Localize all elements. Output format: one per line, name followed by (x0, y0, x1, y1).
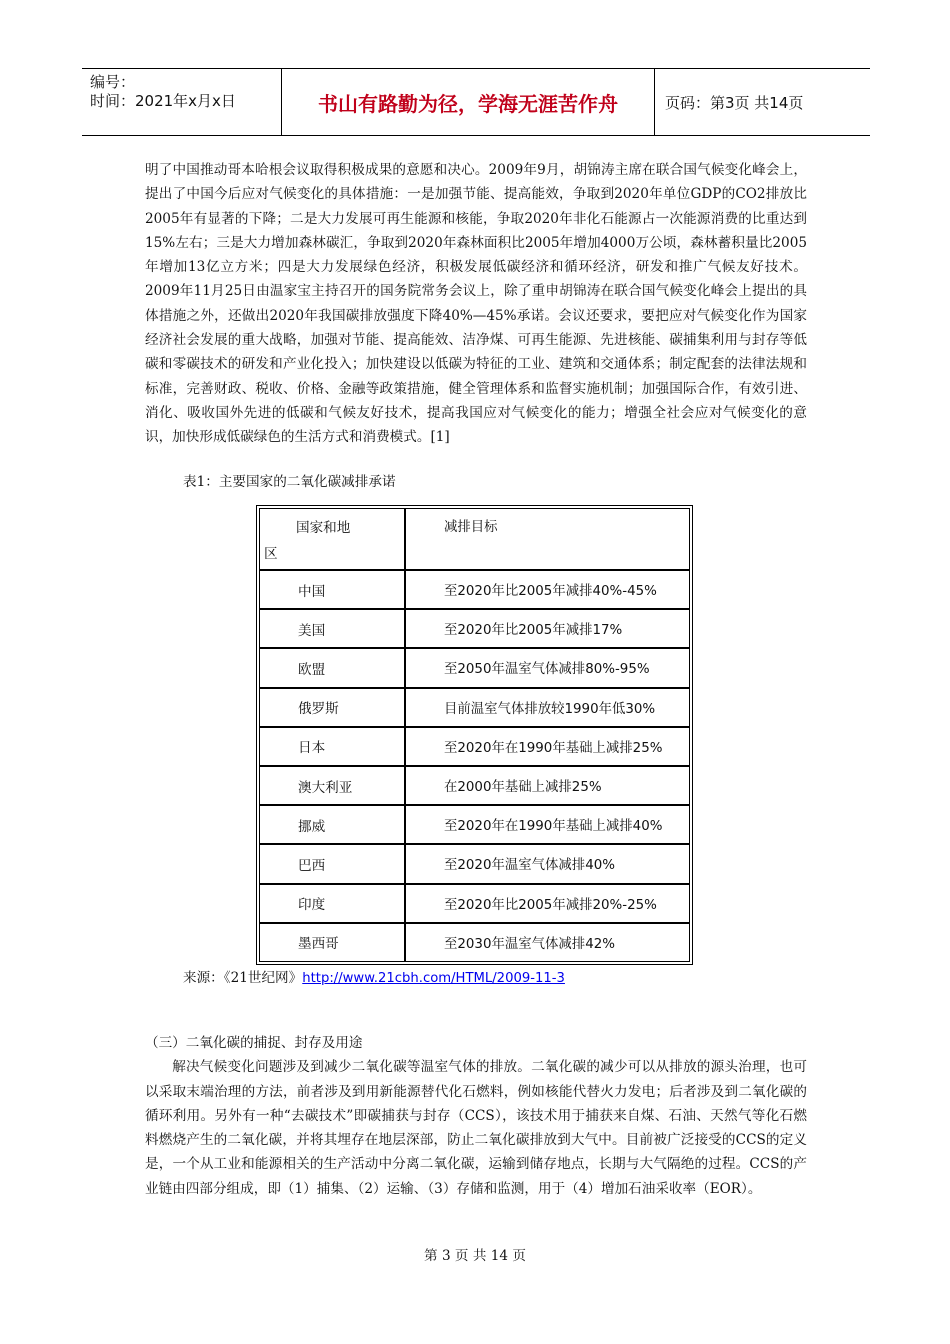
section-title: （三）二氧化碳的捕捉、封存及用途 (145, 1035, 363, 1051)
target-cell: 至2020年在1990年基础上减排25% (405, 727, 690, 766)
target-cell: 至2050年温室气体减排80%-95% (405, 648, 690, 687)
table-row (259, 844, 690, 883)
country-cell: 挪威 (259, 805, 405, 844)
table-header-row (259, 508, 690, 570)
country-cell: 日本 (259, 727, 405, 766)
source-prefix: 来源：《21世纪网》 (183, 970, 303, 986)
body-paragraph: 明了中国推动哥本哈根会议取得积极成果的意愿和决心。2009年9月，胡锦涛主席在联合国气候变化峰会上，提出了中国今后应对气候变化的具体措施：一是加强节能、提高能效，争取到2020年单位GDP的CO2排放比2005年有显著的下降；二是大力发展可再生能源和核能，争取2020年非化石能源占一次能源消费的比重达到15%左右；三是大力增加森林碳汇，争取到2020年森林面积比2005年增加4000万公顷，森林蓄积量比2005年增加13亿立方米；四是大力发展绿色经济，积极发展低碳经济和循环经济，研发和推广气候友好技术。2009年11月25日由温家宝主持召开的国务院常务会议上，除了重申胡锦涛在联合国气候变化峰会上提出的具体措施之外，还做出2020年我国碳排放强度下降40%—45%承诺。会议还要求，要把应对气候变化作为国家经济社会发展的重大战略，加强对节能、提高能效、洁净煤、可再生能源、先进核能、碳捕集利用与封存等低碳和零碳技术的研发和产业化投入；加快建设以低碳为特征的工业、建筑和交通体系；制定配套的法律法规和标准，完善财政、税收、价格、金融等政策措施，健全管理体系和监督实施机制；加强国际合作，有效引进、消化、吸收国外先进的低碳和气候友好技术，提高我国应对气候变化的能力；增强全社会应对气候变化的意识，加快形成低碳绿色的生活方式和消费模式。[1] (145, 162, 807, 446)
header-country-line1: 国家和地 (296, 520, 351, 536)
country-cell: 印度 (259, 884, 405, 923)
header-target-text: 减排目标 (444, 520, 498, 535)
page-footer: 第 3 页 共 14 页 (424, 1248, 526, 1264)
country-cell: 澳大利亚 (259, 766, 405, 805)
country-cell: 欧盟 (259, 648, 405, 687)
target-cell: 在2000年基础上减排25% (405, 766, 690, 805)
page-header (82, 68, 870, 136)
table-row (259, 805, 690, 844)
country-cell: 中国 (259, 570, 405, 609)
table-source (183, 967, 565, 990)
target-cell: 至2020年在1990年基础上减排40% (405, 805, 690, 844)
emission-table (256, 505, 693, 965)
target-cell: 至2020年温室气体减排40% (405, 844, 690, 883)
table-row (259, 570, 690, 609)
target-cell: 至2020年比2005年减排17% (405, 609, 690, 648)
section-paragraph: 解决气候变化问题涉及到减少二氧化碳等温室气体的排放。二氧化碳的减少可以从排放的源头治理，也可以采取末端治理的方法，前者涉及到用新能源替代化石燃料，例如核能代替火力发电；后者涉及到二氧化碳的循环利用。另外有一种“去碳技术”即碳捕获与封存（CCS），该技术用于捕获来自煤、石油、天然气等化石燃料燃烧产生的二氧化碳，并将其埋存在地层深部，防止二氧化碳排放到大气中。目前被广泛接受的CCS的定义是，一个从工业和能源相关的生产活动中分离二氧化碳，运输到储存地点，长期与大气隔绝的过程。CCS的产业链由四部分组成，即（1）捕集、（2）运输、（3）存储和监测，用于（4）增加石油采收率（EOR）。 (145, 1059, 807, 1197)
table-row (259, 609, 690, 648)
table-row (259, 688, 690, 727)
section-ccs (145, 1031, 807, 1201)
header-cell-country (259, 508, 405, 570)
country-cell: 美国 (259, 609, 405, 648)
country-cell: 俄罗斯 (259, 688, 405, 727)
doc-number-label: 编号： (90, 73, 136, 91)
source-link[interactable]: http://www.21cbh.com/HTML/2009-11-3 (302, 971, 565, 986)
table-row (259, 923, 690, 962)
country-cell: 巴西 (259, 844, 405, 883)
target-cell: 至2020年比2005年减排40%-45% (405, 570, 690, 609)
header-motto: 书山有路勤为径，学海无涯苦作舟 (282, 69, 655, 135)
target-cell: 至2020年比2005年减排20%-25% (405, 884, 690, 923)
header-meta-cell (82, 69, 282, 135)
target-cell: 目前温室气体排放较1990年低30% (405, 688, 690, 727)
country-cell: 墨西哥 (259, 923, 405, 962)
header-cell-target (405, 508, 690, 570)
table-row (259, 648, 690, 687)
table-row (259, 766, 690, 805)
target-cell: 至2030年温室气体减排42% (405, 923, 690, 962)
doc-date-label: 时间：2021年x月x日 (90, 92, 236, 110)
table-row (259, 884, 690, 923)
body-text (145, 158, 807, 450)
header-country-line2: 区 (264, 546, 278, 562)
table-caption: 表1：主要国家的二氧化碳减排承诺 (183, 474, 396, 490)
table-row (259, 727, 690, 766)
header-page-number: 页码：第3页 共14页 (665, 93, 804, 112)
